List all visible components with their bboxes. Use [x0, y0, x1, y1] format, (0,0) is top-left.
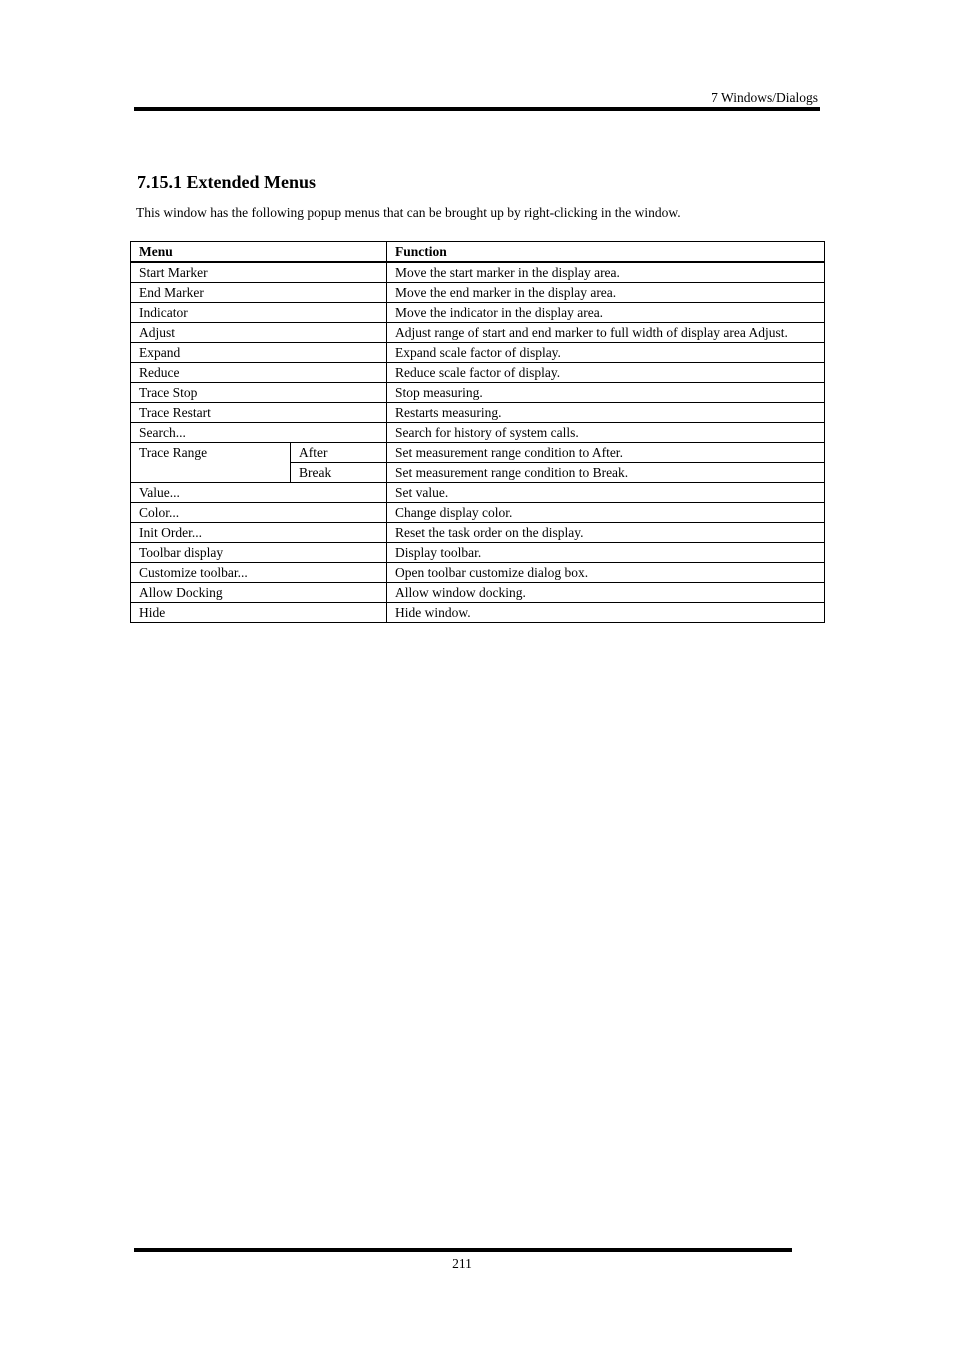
table-row [131, 303, 825, 323]
menu-cell: End Marker [131, 283, 387, 303]
menu-cell: Toolbar display [131, 543, 387, 563]
table-row [131, 383, 825, 403]
function-cell: Restarts measuring. [387, 403, 825, 423]
function-cell: Set value. [387, 483, 825, 503]
function-cell: Move the start marker in the display area. [387, 262, 825, 283]
menu-cell: Trace Stop [131, 383, 387, 403]
function-cell: Hide window. [387, 603, 825, 623]
menu-cell: Hide [131, 603, 387, 623]
menu-cell: Search... [131, 423, 387, 443]
table-row [131, 443, 825, 463]
menu-column-header: Menu [131, 242, 387, 263]
bottom-rule [134, 1248, 792, 1252]
function-cell: Allow window docking. [387, 583, 825, 603]
function-cell: Set measurement range condition to Break. [387, 463, 825, 483]
extended-menus-table [130, 241, 825, 623]
submenu-cell: After [291, 443, 387, 463]
menu-cell: Start Marker [131, 262, 387, 283]
menu-cell: Adjust [131, 323, 387, 343]
intro-paragraph: This window has the following popup menus that can be brought up by right-clicking in the window. [136, 205, 681, 220]
table-row [131, 283, 825, 303]
running-header: 7 Windows/Dialogs [711, 90, 818, 105]
table-row [131, 343, 825, 363]
table-row [131, 363, 825, 383]
menu-cell: Value... [131, 483, 387, 503]
function-cell: Search for history of system calls. [387, 423, 825, 443]
menu-cell: Color... [131, 503, 387, 523]
table-row [131, 503, 825, 523]
table-row [131, 403, 825, 423]
menu-cell: Trace Range [131, 443, 291, 483]
top-rule [134, 107, 820, 111]
menu-cell: Customize toolbar... [131, 563, 387, 583]
function-cell: Set measurement range condition to After. [387, 443, 825, 463]
menu-cell: Indicator [131, 303, 387, 323]
table-row [131, 423, 825, 443]
function-cell: Open toolbar customize dialog box. [387, 563, 825, 583]
table-header-row [131, 242, 825, 263]
menu-cell: Reduce [131, 363, 387, 383]
function-cell: Move the indicator in the display area. [387, 303, 825, 323]
function-cell: Adjust range of start and end marker to full width of display area Adjust. [387, 323, 825, 343]
function-cell: Reset the task order on the display. [387, 523, 825, 543]
function-column-header: Function [387, 242, 825, 263]
table-row [131, 483, 825, 503]
submenu-cell: Break [291, 463, 387, 483]
function-cell: Expand scale factor of display. [387, 343, 825, 363]
table-row [131, 603, 825, 623]
function-cell: Display toolbar. [387, 543, 825, 563]
menu-cell: Allow Docking [131, 583, 387, 603]
function-cell: Reduce scale factor of display. [387, 363, 825, 383]
table-row [131, 543, 825, 563]
section-title: 7.15.1 Extended Menus [137, 172, 317, 192]
function-cell: Move the end marker in the display area. [387, 283, 825, 303]
table-row [131, 563, 825, 583]
function-cell: Stop measuring. [387, 383, 825, 403]
menu-cell: Trace Restart [131, 403, 387, 423]
table-row [131, 583, 825, 603]
menu-cell: Init Order... [131, 523, 387, 543]
table-row [131, 323, 825, 343]
table-row [131, 523, 825, 543]
function-cell: Change display color. [387, 503, 825, 523]
menu-cell: Expand [131, 343, 387, 363]
table-row [131, 262, 825, 283]
page-number: 211 [452, 1256, 472, 1271]
